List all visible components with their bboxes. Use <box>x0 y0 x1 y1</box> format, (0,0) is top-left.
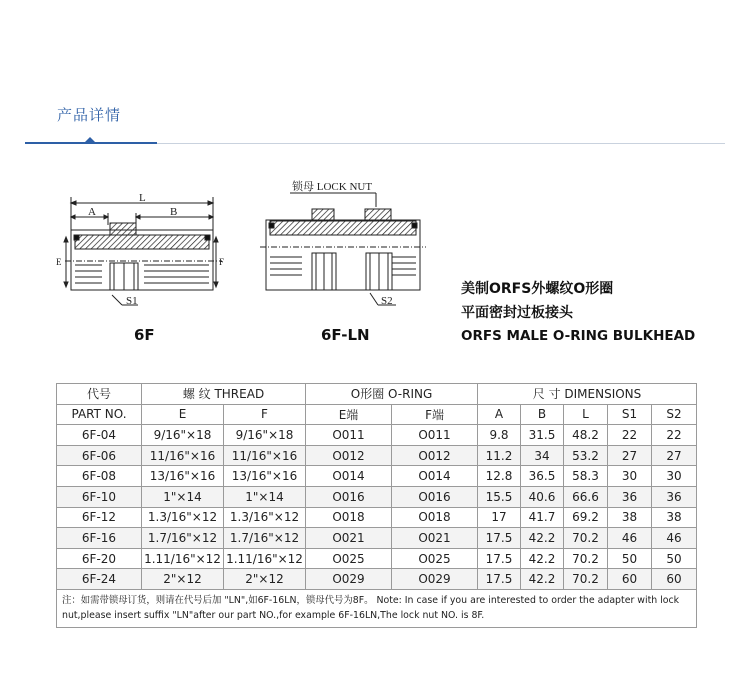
cell-dim-l: 70.2 <box>564 569 608 590</box>
cell-dim-s2: 60 <box>652 569 697 590</box>
cell-oring-e: O011 <box>306 425 392 446</box>
header-dim-l: L <box>564 404 608 425</box>
cell-dim-a: 11.2 <box>478 445 521 466</box>
cell-part-no: 6F-04 <box>57 425 142 446</box>
header-dim-a: A <box>478 404 521 425</box>
cell-dim-a: 12.8 <box>478 466 521 487</box>
cell-dim-s2: 27 <box>652 445 697 466</box>
cell-dim-a: 17.5 <box>478 548 521 569</box>
cell-oring-f: O018 <box>392 507 478 528</box>
header-thread-e: E <box>142 404 224 425</box>
cell-oring-f: O025 <box>392 548 478 569</box>
cell-dim-b: 42.2 <box>521 548 564 569</box>
cell-dim-a: 17 <box>478 507 521 528</box>
table-row <box>57 445 697 466</box>
cell-oring-e: O016 <box>306 486 392 507</box>
cell-dim-b: 36.5 <box>521 466 564 487</box>
header-part-en: PART NO. <box>57 404 142 425</box>
cell-dim-a: 9.8 <box>478 425 521 446</box>
cell-dim-s1: 50 <box>608 548 652 569</box>
table-row <box>57 425 697 446</box>
table-note: 注：如需带锁母订货，则请在代号后加 "LN",如6F-16LN，锁母代号为8F。 Note: In case if you are interested to order the adapter with lock nut,please insert suffix "LN"after our part NO.,for example 6F-16LN,The lock nut NO. is 8F. <box>57 589 697 627</box>
cell-dim-b: 42.2 <box>521 569 564 590</box>
cell-dim-s1: 46 <box>608 528 652 549</box>
cell-dim-l: 58.3 <box>564 466 608 487</box>
header-oring: O形圈 O-RING <box>306 384 478 405</box>
cell-oring-f: O029 <box>392 569 478 590</box>
caret-up-icon <box>84 137 96 143</box>
cell-dim-l: 53.2 <box>564 445 608 466</box>
cell-dim-s1: 22 <box>608 425 652 446</box>
cell-dim-l: 70.2 <box>564 548 608 569</box>
dim-label-e: E <box>56 257 62 267</box>
cell-oring-f: O021 <box>392 528 478 549</box>
cell-dim-s1: 36 <box>608 486 652 507</box>
cell-dim-l: 66.6 <box>564 486 608 507</box>
cell-dim-s1: 30 <box>608 466 652 487</box>
cell-oring-e: O018 <box>306 507 392 528</box>
cell-thread-e: 1.11/16"×12 <box>142 548 224 569</box>
cell-dim-a: 15.5 <box>478 486 521 507</box>
cell-dim-s2: 38 <box>652 507 697 528</box>
cell-oring-e: O014 <box>306 466 392 487</box>
cell-part-no: 6F-16 <box>57 528 142 549</box>
cell-part-no: 6F-12 <box>57 507 142 528</box>
cell-dim-s1: 60 <box>608 569 652 590</box>
product-name-cn-2: 平面密封过板接头 <box>461 305 573 321</box>
header-dim-s1: S1 <box>608 404 652 425</box>
dim-label-f: F <box>219 257 225 267</box>
lock-nut-callout: 锁母 LOCK NUT <box>292 181 373 193</box>
cell-oring-e: O012 <box>306 445 392 466</box>
cell-thread-f: 1"×14 <box>224 486 306 507</box>
header-oring-e: E端 <box>306 404 392 425</box>
header-dim-s2: S2 <box>652 404 697 425</box>
figure-caption-6f: 6F <box>134 326 155 344</box>
cell-dim-s1: 27 <box>608 445 652 466</box>
figure-caption-6f-ln: 6F-LN <box>321 326 370 344</box>
dim-label-a: A <box>88 206 96 218</box>
cell-part-no: 6F-10 <box>57 486 142 507</box>
cell-dim-b: 34 <box>521 445 564 466</box>
cell-thread-f: 11/16"×16 <box>224 445 306 466</box>
header-oring-f: F端 <box>392 404 478 425</box>
dim-label-b: B <box>170 206 178 218</box>
cell-part-no: 6F-06 <box>57 445 142 466</box>
header-part-cn: 代号 <box>57 384 142 405</box>
header-thread: 螺 纹 THREAD <box>142 384 306 405</box>
cell-dim-s2: 30 <box>652 466 697 487</box>
cell-dim-s1: 38 <box>608 507 652 528</box>
cell-dim-a: 17.5 <box>478 569 521 590</box>
cell-dim-l: 48.2 <box>564 425 608 446</box>
cell-thread-e: 9/16"×18 <box>142 425 224 446</box>
cell-dim-s2: 36 <box>652 486 697 507</box>
cell-thread-f: 2"×12 <box>224 569 306 590</box>
cell-thread-f: 1.7/16"×12 <box>224 528 306 549</box>
cell-oring-f: O016 <box>392 486 478 507</box>
cell-dim-s2: 22 <box>652 425 697 446</box>
dim-label-s1: S1 <box>126 295 138 307</box>
product-name-cn-1: 美制ORFS外螺纹O形圈 <box>461 281 614 297</box>
cell-dim-s2: 46 <box>652 528 697 549</box>
cell-dim-a: 17.5 <box>478 528 521 549</box>
cell-oring-f: O014 <box>392 466 478 487</box>
cell-thread-e: 13/16"×16 <box>142 466 224 487</box>
cell-oring-e: O029 <box>306 569 392 590</box>
table-row <box>57 569 697 590</box>
cell-thread-f: 1.3/16"×12 <box>224 507 306 528</box>
section-title: 产品详情 <box>57 106 122 124</box>
cell-part-no: 6F-24 <box>57 569 142 590</box>
spec-table <box>56 383 697 628</box>
cell-dim-b: 40.6 <box>521 486 564 507</box>
header-thread-f: F <box>224 404 306 425</box>
product-name-en: ORFS MALE O-RING BULKHEAD <box>461 328 696 344</box>
table-row <box>57 528 697 549</box>
technical-drawing <box>40 175 440 325</box>
cell-dim-b: 42.2 <box>521 528 564 549</box>
cell-oring-f: O012 <box>392 445 478 466</box>
cell-dim-b: 41.7 <box>521 507 564 528</box>
cell-dim-l: 70.2 <box>564 528 608 549</box>
cell-thread-e: 1"×14 <box>142 486 224 507</box>
cell-dim-s2: 50 <box>652 548 697 569</box>
cell-part-no: 6F-20 <box>57 548 142 569</box>
dim-label-s2: S2 <box>381 295 393 307</box>
cell-oring-f: O011 <box>392 425 478 446</box>
cell-oring-e: O021 <box>306 528 392 549</box>
cell-dim-l: 69.2 <box>564 507 608 528</box>
header-dim-b: B <box>521 404 564 425</box>
header-dimensions: 尺 寸 DIMENSIONS <box>478 384 697 405</box>
cell-thread-e: 11/16"×16 <box>142 445 224 466</box>
table-row <box>57 486 697 507</box>
table-row <box>57 466 697 487</box>
cell-dim-b: 31.5 <box>521 425 564 446</box>
cell-thread-e: 1.3/16"×12 <box>142 507 224 528</box>
cell-part-no: 6F-08 <box>57 466 142 487</box>
table-row <box>57 507 697 528</box>
cell-thread-f: 13/16"×16 <box>224 466 306 487</box>
fitting-6f-ln-drawing <box>260 193 426 305</box>
table-row <box>57 548 697 569</box>
cell-thread-e: 1.7/16"×12 <box>142 528 224 549</box>
cell-thread-f: 1.11/16"×12 <box>224 548 306 569</box>
cell-thread-f: 9/16"×18 <box>224 425 306 446</box>
cell-oring-e: O025 <box>306 548 392 569</box>
dim-label-l: L <box>139 192 146 204</box>
cell-thread-e: 2"×12 <box>142 569 224 590</box>
